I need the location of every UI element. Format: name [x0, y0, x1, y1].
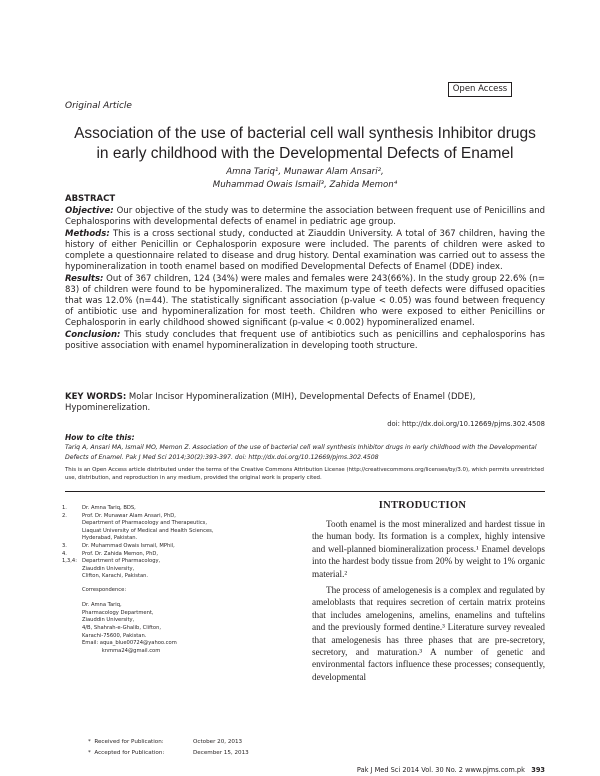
author-list — [70, 166, 540, 192]
correspondence-text: Karachi-75600, Pakistan. — [82, 632, 147, 639]
correspondence-line — [62, 625, 287, 633]
affiliation-text: Department of Pharmacology and Therapeutics, — [82, 520, 208, 527]
correspondence-text — [82, 595, 84, 603]
affiliation-num: 1,3,4: — [62, 558, 77, 565]
affiliation-text: Dr. Amna Tariq, BDS, — [82, 505, 136, 511]
paper-title: Association of the use of bacterial cell wall synthesis Inhibitor drugs in early childhood with the Developmental Defects of Enamel — [74, 125, 536, 162]
affiliation-num: 1. — [62, 505, 67, 511]
affiliation-row — [62, 551, 287, 559]
section-divider — [65, 491, 545, 492]
correspondence-line — [62, 648, 287, 656]
objective-label: Objective: — [65, 206, 114, 216]
keywords-label: KEY WORDS: — [65, 392, 127, 402]
correspondence-text: Pharmacology Department, — [82, 609, 154, 616]
introduction-body — [312, 518, 545, 687]
affiliation-num: 3. — [62, 542, 67, 549]
citation-text: Tariq A, Ansari MA, Ismail MO, Memon Z. Association of the use of bacterial cell wall synthesis Inhibitor drugs in early childhood with the Developmental Defects of Enamel. Pak J Med Sci 2014;30(2):393-397. doi: http://dx.doi.org/10.12669/pjms.302.4508 — [65, 444, 537, 461]
affiliation-num — [62, 520, 82, 528]
correspondence-text: 4/B, Shahrah-e-Ghalib, Clifton, — [82, 624, 162, 631]
affiliation-text: Dr. Muhammad Owais Ismail, MPhil, — [82, 542, 175, 549]
correspondence-email[interactable]: knmma24@gmail.com — [82, 647, 161, 654]
affiliation-row — [62, 513, 287, 521]
results-text: Out of 367 children, 124 (34%) were males and females were 243(66%). In the study group 22.6% (n= 83) of children were found to be hypomineralized. The maximum type of teeth defects were diffused opacities that was 12.0% (n=44). The statistically significant association (p-value < 0.05) was found between frequency of antibiotic use and hypomineralization for most teeth. Children who were exposed to either Penicillins or Cephalosporin in early childhood showed significant (p-value < 0.002) hypomineralized enamel. — [65, 274, 545, 328]
results-label: Results: — [65, 274, 104, 284]
affiliation-row — [62, 566, 287, 574]
affiliation-row — [62, 543, 287, 551]
correspondence-text: Correspondence: — [82, 586, 127, 593]
conclusion-text: This study concludes that frequent use of antibiotics such as penicillins and cephalosporins has positive association with enamel hypomineralization in developing tooth structure. — [65, 330, 545, 351]
affiliation-num — [62, 573, 82, 581]
correspondence-line — [62, 602, 287, 610]
publication-dates — [88, 737, 288, 759]
affiliation-text: Prof. Dr. Munawar Alam Ansari, PhD, — [82, 512, 176, 519]
affiliation-row — [62, 535, 287, 543]
objective-text: Our objective of the study was to determine the association between frequent use of Penicillins and Cephalosporins with developmental defects of enamel in pediatric age group. — [65, 206, 545, 227]
intro-paragraph-2: The process of amelogenesis is a complex and regulated by ameloblasts that requires secretion of certain matrix proteins that includes amelogenins, amelins, enamelins and tuftelins and the previously formed dentine.³ Literature survey revealed that amelogenesis has three phases that are pre-secretory, secretory, and maturation.³ A number of genetic and environmental factors influence these processes; consequently, developmental — [312, 585, 545, 682]
affiliation-num — [62, 535, 82, 543]
page-footer — [300, 766, 545, 774]
doi-link[interactable]: doi: http://dx.doi.org/10.12669/pjms.302.4508 — [387, 420, 545, 428]
correspondence-email[interactable]: Email: aqua_blue00724@yahoo.com — [82, 640, 177, 647]
affiliation-num — [62, 528, 82, 536]
keywords — [65, 392, 545, 414]
abstract-heading: ABSTRACT — [65, 194, 116, 204]
abstract-methods — [65, 229, 545, 273]
affiliation-row — [62, 558, 287, 566]
affiliation-text: Hyderabad, Pakistan. — [82, 535, 138, 542]
affiliation-row — [62, 520, 287, 528]
abstract — [65, 194, 545, 353]
correspondence-line — [62, 633, 287, 641]
citation-heading: How to cite this: — [65, 433, 135, 442]
affiliation-row — [62, 528, 287, 536]
correspondence-line — [62, 617, 287, 625]
affiliations — [62, 505, 287, 655]
accepted-row: * Accepted for Publication: December 15, 2013 — [88, 748, 288, 759]
affiliation-text: Liaquat University of Medical and Health Sciences, — [82, 527, 214, 534]
correspondence-line — [62, 610, 287, 618]
received-label: Received for Publication: — [94, 739, 164, 745]
conclusion-label: Conclusion: — [65, 330, 121, 340]
methods-label: Methods: — [65, 229, 110, 239]
affiliation-row — [62, 573, 287, 581]
article-type: Original Article — [65, 101, 132, 111]
correspondence-line — [62, 587, 287, 595]
received-date: October 20, 2013 — [193, 739, 243, 745]
open-access-badge: Open Access — [448, 82, 512, 97]
keywords-text: Molar Incisor Hypomineralization (MIH), Developmental Defects of Enamel (DDE), Hypominerelization. — [65, 392, 476, 413]
journal-info: Pak J Med Sci 2014 Vol. 30 No. 2 www.pjms.com.pk — [356, 766, 525, 774]
author-line-1: Amna Tariq¹, Munawar Alam Ansari², — [226, 167, 384, 177]
affiliation-text: Ziauddin University, — [82, 565, 135, 572]
affiliation-text: Prof. Dr. Zahida Memon, PhD, — [82, 550, 159, 557]
correspondence-line — [62, 640, 287, 648]
correspondence-line — [62, 595, 287, 603]
affiliation-num — [62, 566, 82, 574]
intro-paragraph-1: Tooth enamel is the most mineralized and hardest tissue in the human body. Its formation is a complex, highly intensive and well-planned biomineralization process.¹ Enamel develops into the hardest body tissue from 20% by weight to 1% organic material.² — [312, 519, 545, 579]
accepted-label: Accepted for Publication: — [94, 750, 165, 756]
correspondence-text: Dr. Amna Tariq, — [82, 602, 122, 609]
correspondence-text: Ziauddin University, — [82, 617, 135, 624]
methods-text: This is a cross sectional study, conducted at Ziauddin University. A total of 367 children, having the history of either Penicillin or Cephalosporin exposure were included. The parents of children were asked to complete a questionnaire related to disease and drug history. Dental examination was carried out to assess the hypomineralization in tooth enamel based on modified Developmental Defects of Enamel (DDE) index. — [65, 229, 545, 272]
abstract-conclusion — [65, 330, 545, 352]
affiliation-row — [62, 505, 287, 513]
affiliation-text: Department of Pharmacology, — [82, 558, 161, 565]
accepted-date: December 15, 2013 — [193, 750, 249, 756]
affiliation-num: 4. — [62, 550, 67, 557]
abstract-results — [65, 274, 545, 329]
introduction-heading: INTRODUCTION — [378, 500, 467, 511]
affiliation-text: Clifton, Karachi, Pakistan. — [82, 573, 149, 580]
page-number: 393 — [531, 766, 545, 774]
license-notice: This is an Open Access article distributed under the terms of the Creative Commons Attribution License (http://creativecommons.org/licenses/by/3.0), which permits unrestricted use, distribution, and reproduction in any medium, provided the original work is properly cited. — [65, 467, 544, 481]
abstract-objective — [65, 206, 545, 228]
author-line-2: Muhammad Owais Ismail³, Zahida Memon⁴ — [212, 180, 398, 190]
received-row: * Received for Publication: October 20, 2013 — [88, 737, 288, 748]
affiliation-num: 2. — [62, 512, 67, 519]
